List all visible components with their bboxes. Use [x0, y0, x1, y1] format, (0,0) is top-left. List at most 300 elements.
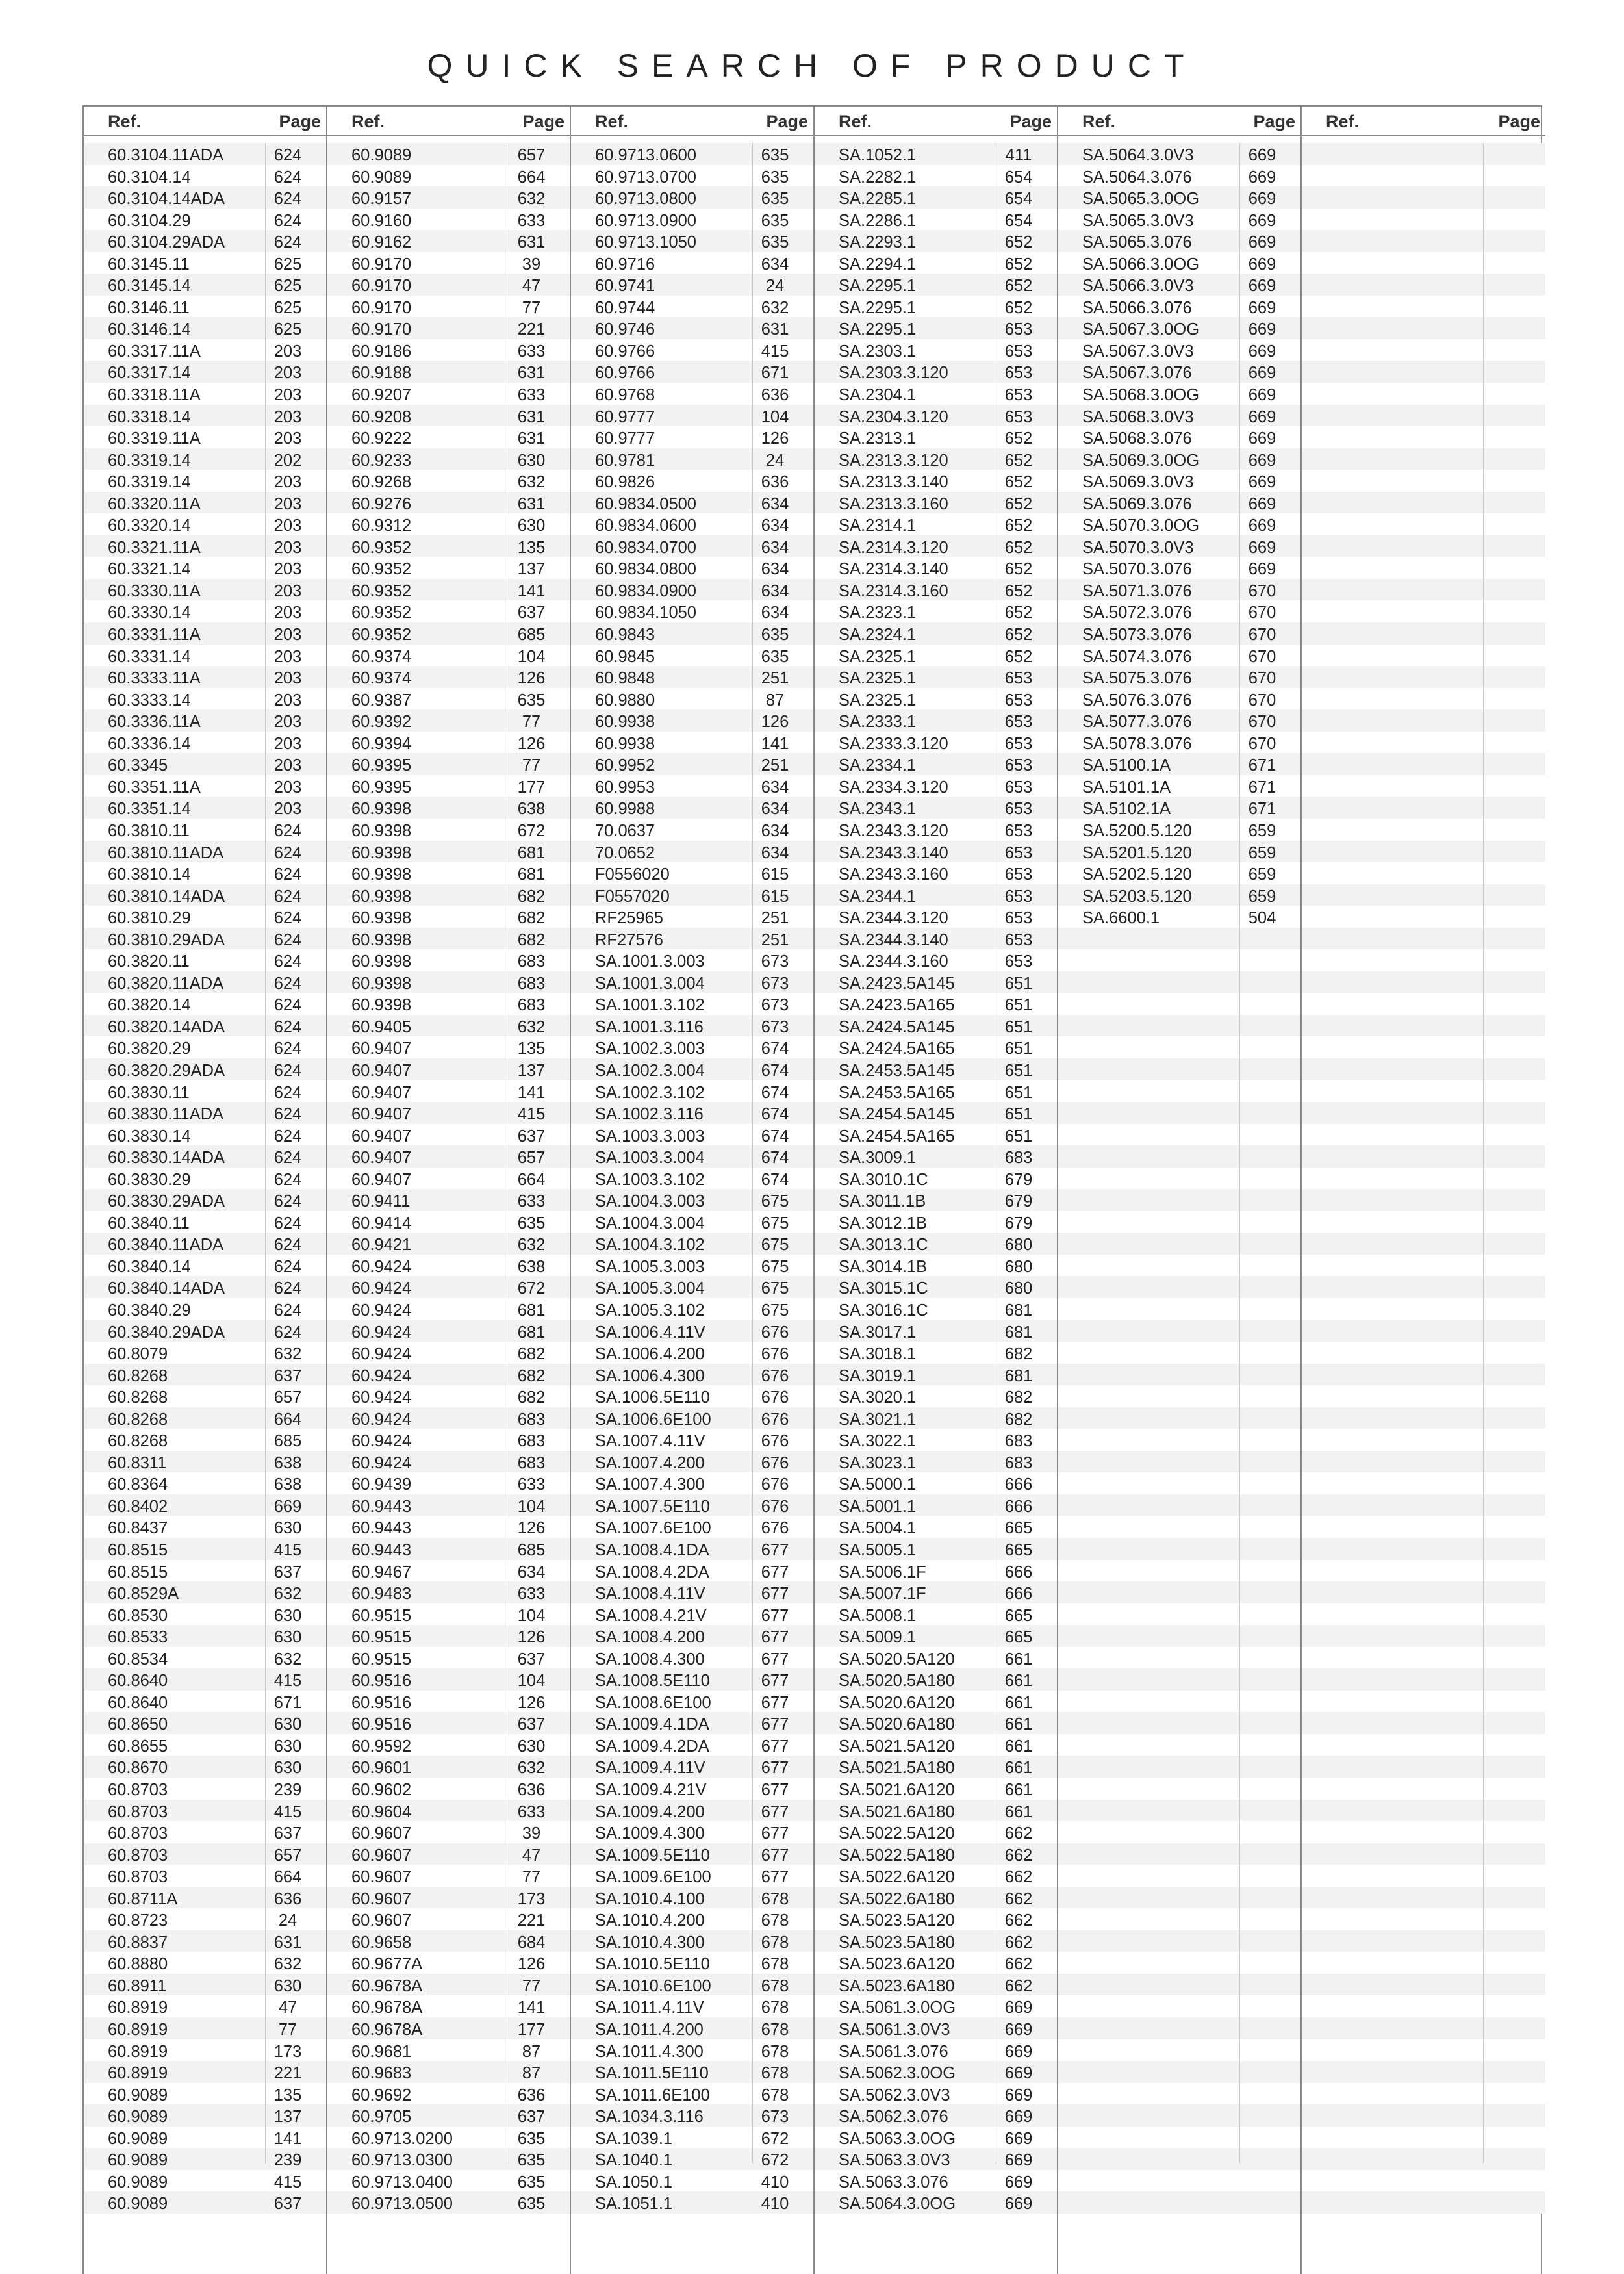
- page-number: 669: [1004, 2108, 1033, 2127]
- page-number: 624: [273, 952, 302, 971]
- page-number: 630: [273, 1759, 302, 1778]
- product-ref: 60.3318.11A: [108, 386, 201, 405]
- index-row: [1058, 2148, 1300, 2170]
- product-ref: 60.9398: [351, 887, 412, 906]
- page-number: 677: [761, 1672, 789, 1691]
- index-row: [1302, 1668, 1545, 1691]
- index-row: [327, 775, 570, 797]
- page-number: 624: [273, 1040, 302, 1058]
- page-number: 662: [1004, 1911, 1033, 1930]
- index-row: [815, 819, 1057, 841]
- page-number: 630: [517, 517, 546, 535]
- product-ref: SA.5062.3.076: [839, 2108, 948, 2127]
- index-row: [571, 296, 813, 318]
- index-row: [815, 1603, 1057, 1626]
- index-row: [1302, 2127, 1545, 2149]
- product-ref: 60.8515: [108, 1563, 168, 1581]
- index-row: [815, 1145, 1057, 1168]
- index-row: [815, 1385, 1057, 1407]
- index-row: [327, 1255, 570, 1277]
- product-ref: 60.9089: [108, 2129, 168, 2148]
- index-row: [1302, 1429, 1545, 1451]
- index-row: [571, 1734, 813, 1756]
- product-ref: 60.9826: [595, 473, 655, 492]
- index-row: [571, 2039, 813, 2062]
- product-ref: 60.9766: [595, 342, 655, 361]
- page-number: 680: [1004, 1279, 1033, 1298]
- product-ref: SA.1001.3.102: [595, 996, 705, 1015]
- index-row: [1058, 1036, 1300, 1058]
- product-ref: SA.2344.1: [839, 887, 917, 906]
- product-ref: 60.9352: [351, 604, 412, 622]
- index-row: [84, 1320, 326, 1342]
- product-ref: 60.9834.0700: [595, 538, 696, 557]
- index-row: [84, 1821, 326, 1843]
- index-row: [84, 1843, 326, 1865]
- page-number: 635: [761, 190, 789, 209]
- product-ref: 60.9683: [351, 2064, 412, 2083]
- product-ref: 60.3810.14ADA: [108, 887, 225, 906]
- page-number: 659: [1248, 821, 1276, 840]
- page-number: 203: [273, 407, 302, 426]
- page-number: 677: [761, 1628, 789, 1647]
- index-row: [1058, 405, 1300, 427]
- page-number: 654: [1004, 211, 1033, 230]
- page-number: 651: [1004, 996, 1033, 1015]
- product-ref: 60.9207: [351, 386, 412, 405]
- page-number: 637: [517, 1650, 546, 1668]
- index-row: [571, 1538, 813, 1560]
- index-row: [327, 1015, 570, 1037]
- index-row: [327, 2061, 570, 2083]
- page-number: 653: [1004, 800, 1033, 819]
- page-number: 624: [273, 211, 302, 230]
- page-number: 657: [517, 1149, 546, 1168]
- product-ref: SA.3011.1B: [839, 1192, 926, 1211]
- index-row: [327, 186, 570, 209]
- index-row: [815, 1494, 1057, 1516]
- index-row: [571, 1451, 813, 1473]
- page-number: 624: [273, 1323, 302, 1342]
- product-ref: 60.9467: [351, 1563, 412, 1581]
- index-row: [571, 1865, 813, 1887]
- product-ref: 60.9424: [351, 1453, 412, 1472]
- index-row: [327, 1952, 570, 1974]
- index-row: [571, 1668, 813, 1691]
- product-ref: 60.3336.11A: [108, 713, 201, 732]
- page-number: 624: [273, 1017, 302, 1036]
- index-row: [1302, 1974, 1545, 1996]
- index-row: [1058, 1952, 1300, 1974]
- page-title: QUICK SEARCH OF PRODUCT: [427, 47, 1197, 84]
- index-row: [571, 2061, 813, 2083]
- page-number: 662: [1004, 1976, 1033, 1995]
- page-number: 678: [761, 1976, 789, 1995]
- index-row: [84, 1036, 326, 1058]
- page-number: 664: [273, 1410, 302, 1429]
- index-row: [327, 1668, 570, 1691]
- page-number: 632: [273, 1650, 302, 1668]
- index-row: [571, 797, 813, 819]
- index-row: [815, 949, 1057, 971]
- index-row: [815, 993, 1057, 1015]
- product-ref: 60.8079: [108, 1345, 168, 1364]
- product-ref: 60.3840.29ADA: [108, 1323, 225, 1342]
- index-row: [327, 1734, 570, 1756]
- index-row: [1302, 1625, 1545, 1647]
- product-ref: SA.2303.1: [839, 342, 917, 361]
- page-number: 177: [517, 2021, 546, 2039]
- product-ref: 60.3104.29: [108, 211, 191, 230]
- product-ref: SA.5070.3.0V3: [1082, 538, 1194, 557]
- page-number: 77: [522, 1976, 541, 1995]
- page-number: 630: [273, 1737, 302, 1756]
- index-row: [84, 1974, 326, 1996]
- index-row: [815, 317, 1057, 339]
- product-ref: 60.9768: [595, 386, 655, 405]
- index-row: [1058, 1538, 1300, 1560]
- product-ref: SA.5067.3.0OG: [1082, 320, 1200, 339]
- page-number: 203: [273, 778, 302, 797]
- index-row: [571, 1255, 813, 1277]
- index-row: [327, 1320, 570, 1342]
- index-row: [1058, 317, 1300, 339]
- page-number: 415: [761, 342, 789, 361]
- product-ref: 60.9777: [595, 407, 655, 426]
- product-ref: 60.9398: [351, 843, 412, 862]
- index-row: [327, 165, 570, 187]
- product-ref: 60.9424: [351, 1301, 412, 1320]
- index-row: [1058, 1080, 1300, 1103]
- page-number: 669: [1004, 2042, 1033, 2061]
- page-number: 662: [1004, 1933, 1033, 1952]
- product-ref: 60.9424: [351, 1388, 412, 1407]
- index-row: [84, 971, 326, 993]
- product-ref: 60.3840.14: [108, 1257, 191, 1276]
- product-ref: SA.5023.6A120: [839, 1955, 955, 1974]
- product-ref: SA.5063.3.0V3: [839, 2151, 950, 2170]
- product-ref: SA.5022.6A120: [839, 1868, 955, 1887]
- index-row: [1302, 2191, 1545, 2214]
- index-row: [84, 1429, 326, 1451]
- page-number: 657: [517, 146, 546, 164]
- product-ref: 60.3319.14: [108, 473, 191, 492]
- product-ref: SA.2423.5A145: [839, 974, 955, 993]
- page-number: 666: [1004, 1476, 1033, 1494]
- index-row: [84, 1211, 326, 1233]
- page-number: 677: [761, 1563, 789, 1581]
- index-row: [84, 274, 326, 296]
- page-number: 652: [1004, 560, 1033, 579]
- page-number: 674: [761, 1083, 789, 1102]
- page-number: 682: [517, 887, 546, 906]
- product-ref: SA.5021.5A120: [839, 1737, 955, 1756]
- index-row: [84, 579, 326, 601]
- index-row: [84, 2148, 326, 2170]
- product-ref: SA.5064.3.0V3: [1082, 146, 1194, 164]
- index-row: [327, 2104, 570, 2127]
- index-row: [1058, 600, 1300, 622]
- product-ref: 60.3820.29: [108, 1040, 191, 1058]
- index-row: [1058, 1429, 1300, 1451]
- index-column-4: [815, 107, 1058, 2274]
- page-number: 630: [273, 1606, 302, 1625]
- page-number: 669: [1248, 386, 1276, 405]
- product-ref: 60.9395: [351, 778, 412, 797]
- product-ref: SA.1001.3.004: [595, 974, 705, 993]
- page-number: 669: [1004, 2129, 1033, 2148]
- index-row: [327, 1451, 570, 1473]
- index-row: [815, 709, 1057, 732]
- page-number: 670: [1248, 669, 1276, 688]
- index-row: [1302, 1908, 1545, 1930]
- index-row: [571, 1908, 813, 1930]
- page-number: 683: [517, 1453, 546, 1472]
- index-row: [815, 645, 1057, 667]
- index-row: [1058, 819, 1300, 841]
- page-number: 635: [517, 2151, 546, 2170]
- page-number: 676: [761, 1345, 789, 1364]
- index-row: [815, 1211, 1057, 1233]
- product-ref: SA.2314.1: [839, 517, 917, 535]
- index-row: [84, 1364, 326, 1386]
- page-number: 415: [273, 1672, 302, 1691]
- index-row: [815, 1407, 1057, 1429]
- page-number: 221: [517, 1911, 546, 1930]
- product-ref: SA.5020.5A120: [839, 1650, 955, 1668]
- page-number: 678: [761, 2021, 789, 2039]
- product-ref: 60.9089: [108, 2195, 168, 2214]
- page-number: 635: [761, 211, 789, 230]
- page-number: 677: [761, 1715, 789, 1734]
- index-row: [1302, 143, 1545, 165]
- page-number: 681: [1004, 1323, 1033, 1342]
- page-number: 126: [517, 669, 546, 688]
- product-ref: 60.9411: [351, 1192, 411, 1211]
- page-number: 633: [517, 211, 546, 230]
- index-row: [327, 1625, 570, 1647]
- index-row: [1058, 2061, 1300, 2083]
- index-row: [571, 862, 813, 884]
- index-row: [84, 1276, 326, 1298]
- page-number: 634: [761, 843, 789, 862]
- index-row: [1302, 732, 1545, 754]
- product-ref: SA.5061.3.076: [839, 2042, 948, 2061]
- product-ref: 60.3810.11ADA: [108, 843, 224, 862]
- index-row: [571, 971, 813, 993]
- page-number: 653: [1004, 778, 1033, 797]
- page-number: 47: [522, 1846, 541, 1865]
- product-ref: 60.3319.14: [108, 451, 191, 470]
- page-number: 173: [517, 1889, 546, 1908]
- page-number: 415: [273, 2173, 302, 2191]
- page-number: 677: [761, 1781, 789, 1800]
- page-number: 624: [273, 1192, 302, 1211]
- index-row: [571, 1211, 813, 1233]
- page-number: 662: [1004, 1824, 1033, 1843]
- product-ref: SA.1034.3.116: [595, 2108, 704, 2127]
- product-ref: SA.1009.5E110: [595, 1846, 710, 1865]
- index-row: [84, 645, 326, 667]
- page-number: 652: [1004, 298, 1033, 317]
- product-ref: 60.9387: [351, 691, 412, 709]
- page-number: 202: [273, 451, 302, 470]
- index-row: [84, 709, 326, 732]
- index-row: [327, 1080, 570, 1103]
- page-number: 675: [761, 1257, 789, 1276]
- page-number: 674: [761, 1105, 789, 1124]
- product-ref: 60.3330.14: [108, 604, 191, 622]
- index-row: [1058, 709, 1300, 732]
- page-number: 669: [1248, 146, 1276, 164]
- product-ref: 60.9398: [351, 974, 412, 993]
- index-row: [327, 317, 570, 339]
- index-row: [815, 1625, 1057, 1647]
- product-ref: SA.1008.4.21V: [595, 1606, 707, 1625]
- index-row: [327, 2170, 570, 2192]
- page-number: 670: [1248, 626, 1276, 645]
- page-number: 624: [273, 1279, 302, 1298]
- index-row: [327, 1778, 570, 1800]
- product-ref: 60.9443: [351, 1519, 412, 1538]
- index-row: [1302, 186, 1545, 209]
- index-row: [815, 2104, 1057, 2127]
- index-row: [84, 841, 326, 863]
- product-ref: SA.5067.3.076: [1082, 364, 1192, 383]
- index-row: [84, 1168, 326, 1190]
- index-row: [84, 186, 326, 209]
- product-ref: SA.3016.1C: [839, 1301, 928, 1320]
- page-number: 679: [1004, 1192, 1033, 1211]
- index-row: [327, 1036, 570, 1058]
- index-row: [1058, 1385, 1300, 1407]
- product-ref: SA.6600.1: [1082, 909, 1160, 928]
- page-number: 661: [1004, 1693, 1033, 1712]
- page-number: 632: [517, 1759, 546, 1778]
- product-ref: SA.5067.3.0V3: [1082, 342, 1194, 361]
- page-number: 624: [273, 1257, 302, 1276]
- index-row: [815, 862, 1057, 884]
- header-ref-label: Ref.: [351, 112, 385, 131]
- header-ref-label: Ref.: [1326, 112, 1360, 131]
- index-row: [1302, 775, 1545, 797]
- page-number: 669: [1004, 2151, 1033, 2170]
- index-row: [1058, 993, 1300, 1015]
- index-row: [1058, 383, 1300, 405]
- product-ref: 60.3320.14: [108, 517, 191, 535]
- index-row: [1302, 841, 1545, 863]
- index-row: [327, 470, 570, 492]
- page-number: 632: [517, 190, 546, 209]
- page-number: 634: [761, 517, 789, 535]
- page-number: 685: [273, 1432, 302, 1451]
- page-number: 678: [761, 1889, 789, 1908]
- index-row: [1302, 1189, 1545, 1211]
- page-number: 653: [1004, 930, 1033, 949]
- product-ref: 60.9713.0700: [595, 168, 696, 186]
- index-row: [1302, 1821, 1545, 1843]
- index-row: [815, 252, 1057, 274]
- index-row: [1302, 165, 1545, 187]
- index-row: [571, 535, 813, 557]
- product-ref: SA.2303.3.120: [839, 364, 948, 383]
- index-row: [1058, 1821, 1300, 1843]
- product-ref: SA.1004.3.003: [595, 1192, 705, 1211]
- product-ref: SA.2304.3.120: [839, 407, 948, 426]
- product-ref: SA.1009.4.300: [595, 1824, 705, 1843]
- index-row: [327, 448, 570, 470]
- index-row: [84, 339, 326, 361]
- product-ref: 60.8880: [108, 1955, 168, 1974]
- product-ref: 60.3810.14: [108, 865, 191, 884]
- index-row: [327, 1930, 570, 1952]
- index-row: [1058, 513, 1300, 535]
- index-row: [1302, 2083, 1545, 2105]
- product-ref: 60.9208: [351, 407, 412, 426]
- product-ref: 60.9424: [351, 1410, 412, 1429]
- page-number: 682: [1004, 1410, 1033, 1429]
- product-ref: SA.5023.6A180: [839, 1976, 955, 1995]
- header-ref-label: Ref.: [108, 112, 142, 131]
- page-number: 669: [1248, 429, 1276, 448]
- index-row: [815, 1168, 1057, 1190]
- index-row: [327, 252, 570, 274]
- page-number: 624: [273, 1214, 302, 1233]
- index-row: [84, 470, 326, 492]
- product-ref: SA.3022.1: [839, 1432, 917, 1451]
- column-divider: [1239, 143, 1240, 2164]
- index-row: [1058, 666, 1300, 688]
- index-row: [571, 906, 813, 928]
- product-ref: 60.9405: [351, 1017, 412, 1036]
- page-number: 624: [273, 168, 302, 186]
- index-row: [815, 383, 1057, 405]
- index-row: [571, 1276, 813, 1298]
- index-row: [84, 1778, 326, 1800]
- index-row: [327, 753, 570, 775]
- product-ref: 60.9692: [351, 2086, 412, 2104]
- index-row: [815, 165, 1057, 187]
- product-ref: 60.8711A: [108, 1889, 178, 1908]
- product-ref: SA.5075.3.076: [1082, 669, 1192, 688]
- product-ref: SA.5201.5.120: [1082, 843, 1192, 862]
- product-ref: 60.3820.14: [108, 996, 191, 1015]
- product-ref: SA.1007.5E110: [595, 1497, 710, 1516]
- product-ref: 60.3104.14: [108, 168, 191, 186]
- product-ref: 60.8655: [108, 1737, 168, 1756]
- product-ref: 60.9678A: [351, 1976, 423, 1995]
- index-row: [84, 1647, 326, 1669]
- index-rows: [1302, 143, 1545, 2214]
- index-row: [84, 1516, 326, 1538]
- page-number: 624: [273, 1301, 302, 1320]
- index-row: [1302, 274, 1545, 296]
- product-ref: 60.9516: [351, 1715, 412, 1734]
- page-number: 625: [273, 277, 302, 296]
- product-ref: SA.2453.5A145: [839, 1061, 955, 1080]
- index-row: [1058, 753, 1300, 775]
- product-ref: SA.5065.3.0OG: [1082, 190, 1200, 209]
- page-number: 411: [1005, 146, 1032, 164]
- index-row: [84, 2083, 326, 2105]
- product-ref: SA.3021.1: [839, 1410, 917, 1429]
- header-page-label: Page: [1498, 112, 1540, 131]
- page-number: 632: [517, 473, 546, 492]
- page-number: 203: [273, 800, 302, 819]
- product-ref: SA.1003.3.004: [595, 1149, 705, 1168]
- product-ref: 60.9170: [351, 320, 412, 339]
- page-number: 203: [273, 342, 302, 361]
